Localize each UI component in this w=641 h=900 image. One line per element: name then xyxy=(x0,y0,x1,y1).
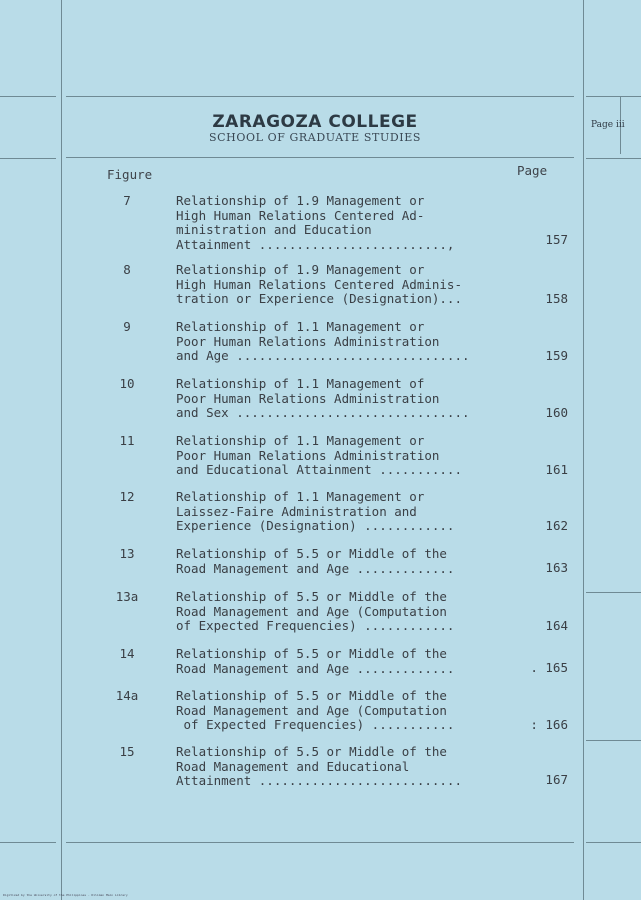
caption-line: Poor Human Relations Administration xyxy=(176,333,440,349)
right-footer-rule xyxy=(586,842,641,843)
caption-line: Laissez-Faire Administration and xyxy=(176,503,417,519)
caption-line: High Human Relations Centered Adminis- xyxy=(176,276,462,292)
right-tab-rule-low xyxy=(586,740,641,741)
left-margin-line xyxy=(61,0,62,900)
footer-rule xyxy=(66,842,574,843)
page-tab-label: Page iii xyxy=(591,120,625,130)
page-number: 162 xyxy=(545,518,568,533)
caption-line: Relationship of 5.5 or Middle of the xyxy=(176,589,447,604)
page-number: 164 xyxy=(545,618,568,633)
figure-number: 10 xyxy=(119,376,135,391)
caption-line: Road Management and Educational xyxy=(176,758,410,774)
figure-caption xyxy=(176,377,516,421)
figure-caption xyxy=(176,689,516,733)
caption-line: Attainment ........................., xyxy=(176,236,455,252)
right-tab-rule-bottom xyxy=(586,158,641,159)
page-number: 159 xyxy=(545,348,568,363)
figure-number: 13 xyxy=(119,546,135,561)
figure-number: 9 xyxy=(123,319,131,334)
caption-line: High Human Relations Centered Ad- xyxy=(176,207,425,223)
figure-caption xyxy=(176,320,516,364)
page-number: . 165 xyxy=(530,660,568,675)
right-tab-rule-mid xyxy=(586,592,641,593)
figure-caption xyxy=(176,490,516,534)
caption-line: Relationship of 5.5 or Middle of the xyxy=(176,688,447,703)
figure-caption xyxy=(176,590,516,634)
left-footer-rule xyxy=(0,842,56,843)
page-number: 163 xyxy=(545,560,568,575)
figure-number: 14a xyxy=(115,688,139,703)
caption-line: and Age ............................... xyxy=(176,348,470,363)
header-bottom-rule xyxy=(66,157,574,158)
page-number: : 166 xyxy=(530,717,568,732)
right-margin-line xyxy=(583,0,584,900)
caption-line: and Sex ............................... xyxy=(176,405,470,420)
figure-number: 15 xyxy=(119,744,135,759)
caption-line: of Expected Frequencies) ............ xyxy=(176,618,455,633)
page-number: 167 xyxy=(545,772,568,787)
caption-line: Road Management and Age (Computation xyxy=(176,702,447,718)
figure-caption xyxy=(176,194,516,252)
caption-line: Relationship of 1.1 Management or xyxy=(176,489,425,504)
header-top-rule xyxy=(66,96,574,97)
caption-line: ministration and Education xyxy=(176,222,372,237)
page-column-header: Page xyxy=(517,163,548,178)
caption-line: Relationship of 1.1 Management or xyxy=(176,319,425,334)
figure-number: 14 xyxy=(119,646,135,661)
figure-caption xyxy=(176,745,516,789)
left-tab-rule-top xyxy=(0,96,56,97)
college-title: ZARAGOZA COLLEGE xyxy=(212,112,418,132)
digitization-note: Digitized by the University of the Philippines - Diliman Main Library xyxy=(3,893,128,897)
figure-caption xyxy=(176,547,516,576)
caption-line: Road Management and Age ............. xyxy=(176,560,455,576)
right-tab-rule-top xyxy=(586,96,641,97)
caption-line: Relationship of 5.5 or Middle of the xyxy=(176,546,447,561)
caption-line: of Expected Frequencies) ........... xyxy=(176,717,455,732)
page-number: 158 xyxy=(545,291,568,306)
caption-line: Relationship of 1.9 Management or xyxy=(176,193,425,208)
caption-line: Relationship of 5.5 or Middle of the xyxy=(176,744,447,759)
figure-number: 12 xyxy=(119,489,135,504)
figure-number: 11 xyxy=(119,433,135,448)
caption-line: and Educational Attainment ........... xyxy=(176,462,462,477)
page-number: 157 xyxy=(545,232,568,247)
caption-line: Relationship of 1.1 Management of xyxy=(176,376,425,391)
caption-line: Road Management and Age (Computation xyxy=(176,603,447,619)
figure-number: 13a xyxy=(115,589,139,604)
left-tab-rule-bottom xyxy=(0,158,56,159)
figure-column-header: Figure xyxy=(107,167,153,182)
caption-line: Relationship of 1.9 Management or xyxy=(176,262,425,277)
caption-line: Poor Human Relations Administration xyxy=(176,390,440,406)
caption-line: Experience (Designation) ............ xyxy=(176,518,455,533)
page-number: 161 xyxy=(545,462,568,477)
caption-line: Road Management and Age ............. xyxy=(176,660,455,676)
caption-line: Poor Human Relations Administration xyxy=(176,447,440,463)
caption-line: tration or Experience (Designation)... xyxy=(176,291,462,306)
figure-caption xyxy=(176,434,516,478)
figure-caption xyxy=(176,263,516,307)
caption-line: Relationship of 5.5 or Middle of the xyxy=(176,646,447,661)
figure-number: 7 xyxy=(123,193,131,208)
caption-line: Relationship of 1.1 Management or xyxy=(176,433,425,448)
page-number: 160 xyxy=(545,405,568,420)
caption-line: Attainment ........................... xyxy=(176,773,462,788)
figure-number: 8 xyxy=(123,262,131,277)
school-subtitle: SCHOOL OF GRADUATE STUDIES xyxy=(209,131,421,144)
figure-caption xyxy=(176,647,516,676)
